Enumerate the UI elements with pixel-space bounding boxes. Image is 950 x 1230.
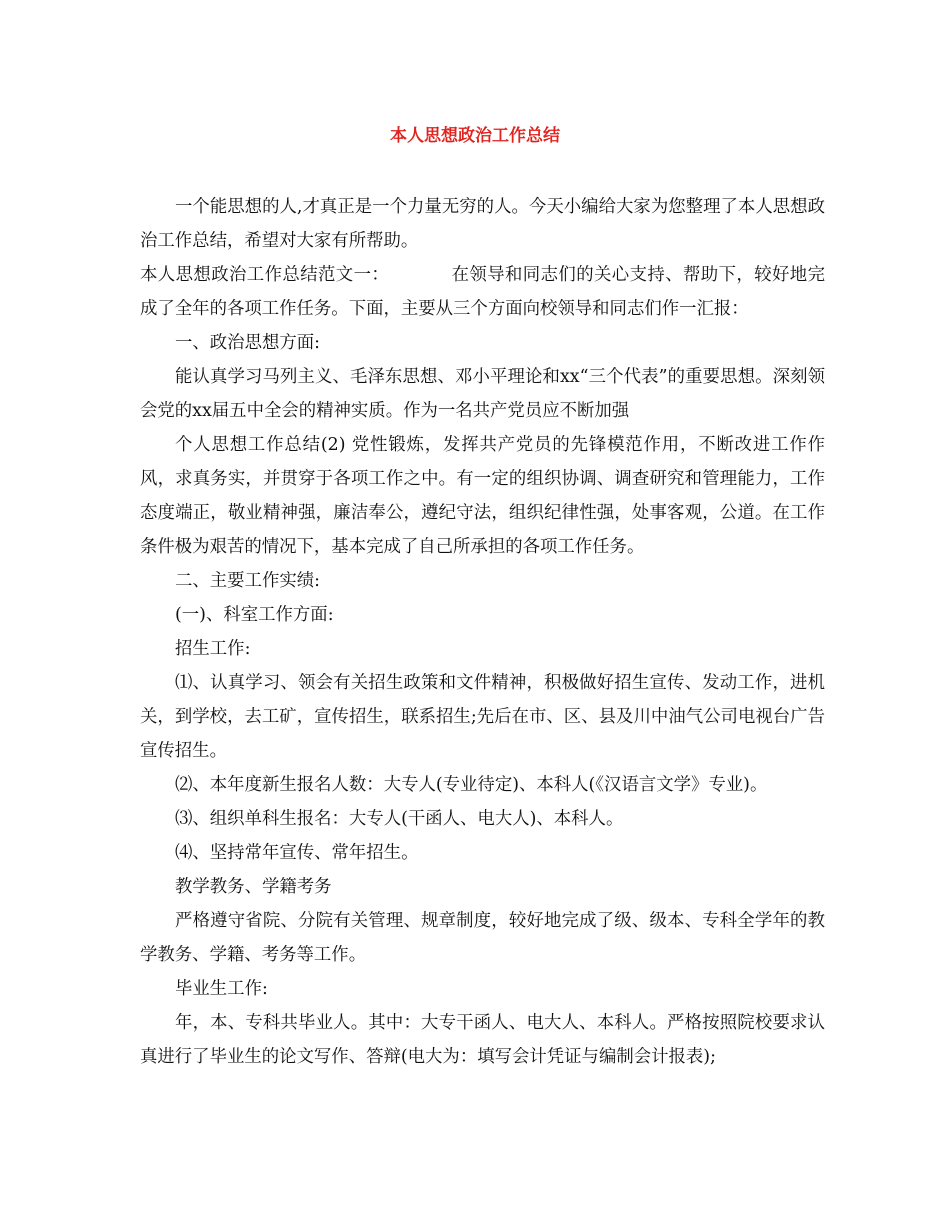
subsection-heading-office: (一)、科室工作方面: — [175, 605, 334, 625]
politics-paragraph: 能认真学习马列主义、毛泽东思想、邓小平理论和xx“三个代表”的重要思想。深刻领会党的xx届五中全会的精神实质。作为一名共产党员应不断加强 — [140, 367, 825, 421]
document-title: 本人思想政治工作总结 — [390, 126, 560, 146]
heading-teaching-affairs: 教学教务、学籍考务 — [175, 877, 332, 897]
enrollment-item-1: ⑴、认真学习、领会有关招生政策和文件精神，积极做好招生宣传、发动工作，进机关，到学校，去工矿，宣传招生，联系招生;先后在市、区、县及川中油气公司电视台广告宣传招生。 — [140, 673, 825, 761]
enrollment-item-3: ⑶、组织单科生报名：大专人(干函人、电大人)、本科人。 — [175, 809, 624, 829]
teaching-affairs-paragraph: 严格遵守省院、分院有关管理、规章制度，较好地完成了级、级本、专科全学年的教学教务、学籍、考务等工作。 — [140, 911, 825, 965]
graduates-paragraph: 年，本、专科共毕业人。其中：大专干函人、电大人、本科人。严格按照院校要求认真进行了毕业生的论文写作、答辩(电大为：填写会计凭证与编制会计报表); — [140, 1013, 825, 1067]
sample-intro: 在领导和同志们的关心支持、帮助下，较好地完成了全年的各项工作任务。下面，主要从三个方面向校领导和同志们作一汇报： — [140, 265, 825, 319]
heading-graduates: 毕业生工作: — [175, 979, 268, 999]
section-heading-achievements: 二、主要工作实绩: — [175, 571, 320, 591]
party-paragraph: 个人思想工作总结(2) 党性锻炼，发挥共产党员的先锋模范作用，不断改进工作作风，求真务实，并贯穿于各项工作之中。有一定的组织协调、调查研究和管理能力，工作态度端正，敬业精神强，廉洁奉公，遵纪守法，组织纪律性强，处事客观，公道。在工作条件极为艰苦的情况下，基本完成了自己所承担的各项工作任务。 — [140, 435, 825, 557]
intro-paragraph: 一个能思想的人,才真正是一个力量无穷的人。今天小编给大家为您整理了本人思想政治工作总结，希望对大家有所帮助。 — [140, 197, 825, 251]
enrollment-item-2: ⑵、本年度新生报名人数：大专人(专业待定)、本科人(《汉语言文学》专业)。 — [175, 775, 768, 795]
sample-heading: 本人思想政治工作总结范文一： — [140, 265, 390, 285]
document-body — [140, 190, 825, 1074]
heading-enrollment: 招生工作: — [175, 639, 251, 659]
enrollment-item-4: ⑷、坚持常年宣传、常年招生。 — [175, 843, 419, 863]
section-heading-politics: 一、政治思想方面: — [175, 333, 320, 353]
sample-paragraph — [140, 258, 825, 326]
